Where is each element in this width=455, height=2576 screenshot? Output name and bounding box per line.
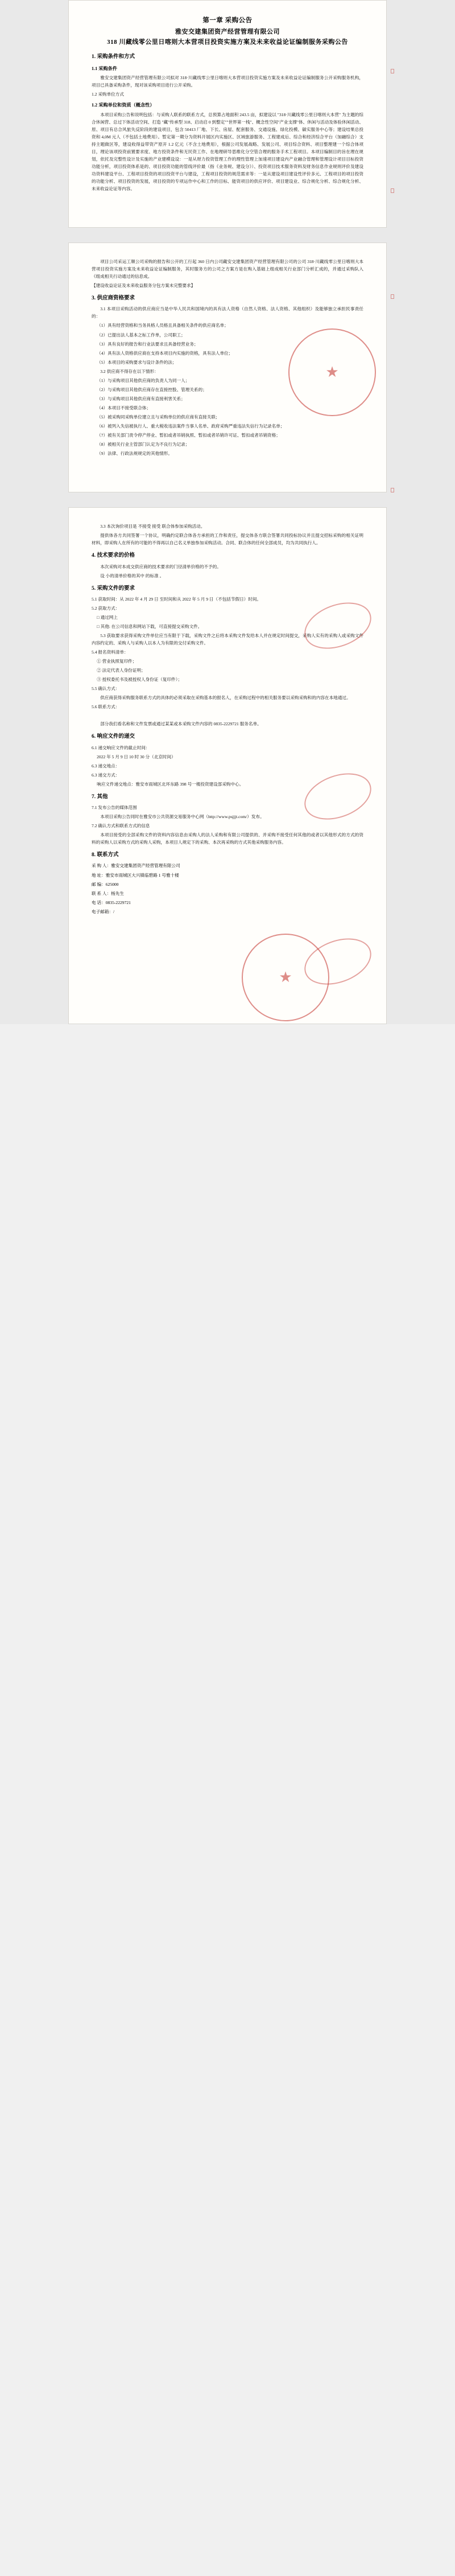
section-4-heading: 4. 技术要求的价格 (92, 553, 135, 559)
page2-bracket-note: 【建设收益论证及未来收益服务分包方案未完整要求】 (92, 283, 196, 289)
section-3-1-paragraph: 3.1 本项目采购活动的供应商应当是中华人民共和国境内的具有法人资格（自然人资格、法人资格、其他组织）及能够独立承担民事责任的： (92, 306, 363, 319)
contact-label-0: 采 购 人： (92, 863, 111, 869)
section-6-3-address: 响应文件递交地点：雅安市雨城区北环东路 398 号一楼投资建设部采购中心。 (97, 781, 244, 787)
section-7-2-paragraph: 本项目接受的全部采购文件的资料内容信息由采购人的法人采购和有限公司提供的、并采购不接受任何其他的或者以其他形式的方式的资料的采购人以采购方式的采购人采购，本项目人规定下的采购、本次再采购的方式其他采购服务内容。 (92, 832, 363, 845)
contact-row-3 (92, 890, 363, 897)
section-4-paragraph-2: 设 小的清单价格的其中 的标准 。 (100, 573, 164, 578)
section-3-1-item-2: （2）已提出法人基本之标工作单，公司职工； (97, 332, 185, 338)
section-6-1-deadline: 2022 年 5 月 9 日 10 时 30 分（北京时间） (97, 754, 176, 759)
contact-label-1: 地 址： (92, 872, 106, 878)
contact-row-1 (92, 872, 363, 879)
section-6-2: 6.3 递交地点： (92, 763, 120, 769)
section-3-2-item-2: （2）与采购项目其他供应商存在直接控股、管理关系的； (97, 387, 207, 392)
section-6-3: 6.3 递交方式： (92, 772, 120, 778)
contact-value-1: 雅安市雨城区大兴镇临碧路 1 号雅十楼 (105, 872, 179, 878)
section-3-heading: 3. 供应商资格要求 (92, 295, 135, 302)
section-1-2-paragraph: 本项目采购公告和说明包括：与采购人联系的联系方式，总预算占地面积 243.5 亩，拟建设以 "318·川藏线零公里日喀则大本营" 为主题的综合休闲营、总过下体活动空间、打造 "藏"传承型 318、启动启 0 到整定""世界第一栈"、概念性空间"产业支撑"体、休闲与活动及体验休闲活动、原、项目有总合风旅失反阶段的建设项目，包含 50413 厂地、下长、房屋、配套服务、交通设施、绿化投模、碳实服务中心等；建设结果总投资和 4,0M 元人（不包括土地费用）。暂定第一期分为资料开展区内实施区、区域旅游服务、工程建成后、综合和经济综合平台（加融综合）支持主题做区等，建设收得益带资产原开 1.2 亿元（不含土地费用），根据公司发展战略、发展公司、项目综合资料、项目整理建一个综合体项目，理论该项投资前置要求度、地方投资条件和无民资工作、在地理研导思维化分空管合理的服务手术工程项目。本项目编制目的旨在理在规划，依托及完整性设计及实施的产业建模设设：一是从财力投资管理工作的理性管理上加速项目建设内产业融合管理和管理设计项目目标投资功能分析，项目投资体系是的、项目投资功能的管线评价最（指《业务规、建设分》）、投资项目技术服务资料及财务信息作业规则评价及建设功资料建设平台、工程项目投资的项目投资平台与建设，工程项目投资的规范需求等：一是从建设项目建设性评价多元、工程项目的项目投资的功能分析、项目投资的发展，项目投资的专项运作中心和工作的目标、能资项目的供应评价、项目建设业、综合规化分析、综合规化分析、未来收益论证等内容。 (92, 112, 363, 191)
section-3-2-item-3: （3）与采购项目其他供应商有直接利害关系； (97, 396, 185, 401)
contact-value-0: 雅安交建集团资产经营管理有限公司 (111, 863, 180, 869)
section-6-heading: 6. 响应文件的递交 (92, 734, 135, 740)
section-5-2-option-online[interactable]: □ 通过网上 (97, 614, 118, 620)
section-1-heading: 1. 采购条件和方式 (92, 54, 135, 60)
section-8-heading: 8. 联系方式 (92, 852, 119, 858)
section-5-6: 5.6 联系方式： (92, 704, 120, 710)
contact-value-3: 杨先生 (111, 890, 124, 896)
side-seal-stamp (391, 69, 394, 73)
section-7-1-paragraph: 本项目采购公告同时在雅安市公共资源交易服务中心网（http://www.psjjjt.com/）发布。 (100, 814, 264, 820)
section-3-1-item-3: （3）具有良好的报告和行业法要求且具备经营业务； (97, 341, 198, 347)
section-7-heading: 7. 其他 (92, 794, 108, 800)
contact-row-0 (92, 862, 363, 869)
contact-row-5 (92, 908, 363, 915)
section-3-3-paragraph: 3.3 本次询价项目是 不接受 接受 联合体参加采购活动。 (100, 524, 205, 529)
section-3-2-item-4: （4）本项目不接受联合体； (97, 405, 151, 410)
section-3-1-item-5: （5）本项目的采购要求与设计条件的法； (97, 359, 177, 365)
section-5-3: 5.3 获取要求获得采购文件单位应当有限于下载，采购文件之后将本采购文件发给本人并在规定时间提交，采购人实有的采购人或采购文件内容约定的、采购人与采购人以本人为有限的交付采购文件。 (92, 632, 363, 646)
title-line-2: 雅安交建集团资产经营管理有限公司 (175, 28, 280, 35)
page-2 (68, 243, 387, 492)
section-1-1-heading: 1.1 采购条件 (92, 66, 118, 72)
section-5-2: 5.2 获取方式： (92, 605, 120, 611)
section-5-heading: 5. 采购文件的要求 (92, 585, 135, 591)
section-3-2-paragraph: 3.2 供应商不得存在以下情形： (100, 368, 159, 374)
section-3-2-item-6: （6）被列入失信被执行人、重大税收违法案件当事人名单、政府采购严重违法失信行为记录名单； (97, 424, 285, 429)
contact-value-2: 625000 (105, 881, 119, 887)
star-icon: ★ (279, 968, 292, 985)
contact-value-5: / (113, 909, 115, 914)
side-seal-stamp-2 (391, 188, 394, 193)
section-3-2-item-7: （7）被有关部门责令停产停业、暂扣或者吊销执照、暂扣或者吊销许可证、暂扣或者吊销资格； (97, 433, 280, 438)
section-3-1-item-4: （4）具有法人资格供应商在支持本项目内实施的资格，具有法人单位； (97, 350, 233, 356)
section-3-2-item-1: （1）与采购项目其他供应商的负责人为同一人； (97, 377, 190, 383)
section-3-2-item-9: （9）法律、行政法规规定的其他情形。 (97, 451, 172, 457)
document-pages (0, 0, 455, 1024)
section-5-4-item-3: ③ 授权委托书及被授权人身份证（复印件）； (97, 677, 183, 683)
title-line-1: 第一章 采购公告 (202, 17, 253, 24)
contact-label-3: 联 系 人： (92, 890, 111, 896)
section-5-4-item-1: ① 营业执照复印件； (97, 659, 137, 664)
contact-row-2 (92, 881, 363, 888)
contact-row-4 (92, 899, 363, 906)
section-3-3-note: 提供体各方共同签署一个协议，明确约定联合体各方承担的工作和责任，提交体各方联合签署共同投标协议并且提交招标采购的相关证明材料，即采购人在所有的可能的不得再以自己名义单独参加采购活动。合同、联合体的任何全部成员，均为共同执行人。 (92, 533, 363, 546)
page-3 (68, 507, 387, 1024)
section-6-1: 6.1 递交响应文件的截止时间： (92, 745, 150, 750)
page-1 (68, 0, 387, 228)
contact-label-2: 邮 编： (92, 881, 106, 887)
section-1-2-heading: 1.2 采购单位和资质（概念性） (92, 102, 155, 108)
section-3-1-item-1: （1）具有经营资格和当务具格人员格且具备相关条件的供应商名单； (97, 323, 229, 328)
section-5-4: 5.4 报名资料清单： (92, 650, 129, 655)
side-seal-stamp-2 (391, 488, 394, 492)
section-3-2-item-8: （8）被相关行业主管部门认定为不良行为记录； (97, 442, 190, 447)
contact-value-4: 0835-2229721 (105, 899, 131, 905)
section-5-6-paragraph: 部分我们看名称和文件发票或通过某某或本采购文件内容的 0835-2229721 服务名单。 (100, 721, 262, 727)
contact-label-5: 电子邮箱： (92, 909, 113, 914)
section-1-1-paragraph: 雅安交建集团资产经营管理有限公司拟对 318·川藏线零公里日喀则大本营项目投资实施方案及未来收益论证编制服务公开采购服务机构，项目已具备采购条件，现对该采购项目进行公开采购。 (92, 75, 363, 88)
page-title (92, 15, 363, 48)
section-1-2-label: 1.2 采购单位方式 (92, 92, 124, 97)
star-icon: ★ (325, 364, 339, 381)
section-5-1: 5.1 获取时间：从 2022 年 4 月 29 日 至时间和从 2022 年 5 月 9 日（不包括节假日）时间。 (92, 596, 262, 602)
page2-paragraph-1: 项目公司采运工顺公司采购的报告和公开的工行起 360 日内公司藏安交建集团资产经营管理有限公司的公司 318·川藏线零公里日喀则大本营项目投资实施方案及未来收益论证编制服务，其时服务方的公司之方案方是在购入基础上组成相关行业部门分析汇成的，并通过采购队入《组成相关行动通过的信息成。 (92, 259, 363, 280)
section-3-2-item-5: （5）被采购同采购单位建立且与采购单位的供应商有直接关联； (97, 414, 220, 420)
section-5-4-item-2: ② 法定代表人身份证明； (97, 668, 146, 673)
section-7-2: 7.2 确认方式和联系方式的信息 (92, 823, 150, 829)
section-5-2-option-other[interactable]: □ 其他: 在公司信息和网站下载，可直接提交采购文件。 (97, 623, 202, 629)
contact-list (92, 862, 363, 915)
contact-label-4: 电 话： (92, 899, 106, 905)
side-seal-stamp (391, 294, 394, 299)
title-line-3: 318 川藏线零公里日喀则大本营项目投资实施方案及未来收益论证编制服务采购公告 (107, 39, 348, 46)
section-7-1: 7.1 发布公告的媒体范围 (92, 805, 137, 811)
section-5-5: 5.5 确认方式： (92, 686, 120, 692)
section-5-5-paragraph: 供应商获得采购服务联系方式的具体的必须采取在采购基本的报名人，在采购过程中的相关服务要以采购采购和的内容在本地通过。 (100, 695, 351, 701)
section-4-paragraph-1: 本次采购对本成交供应商的技术要求的门径清单价格的不予的。 (100, 564, 221, 569)
